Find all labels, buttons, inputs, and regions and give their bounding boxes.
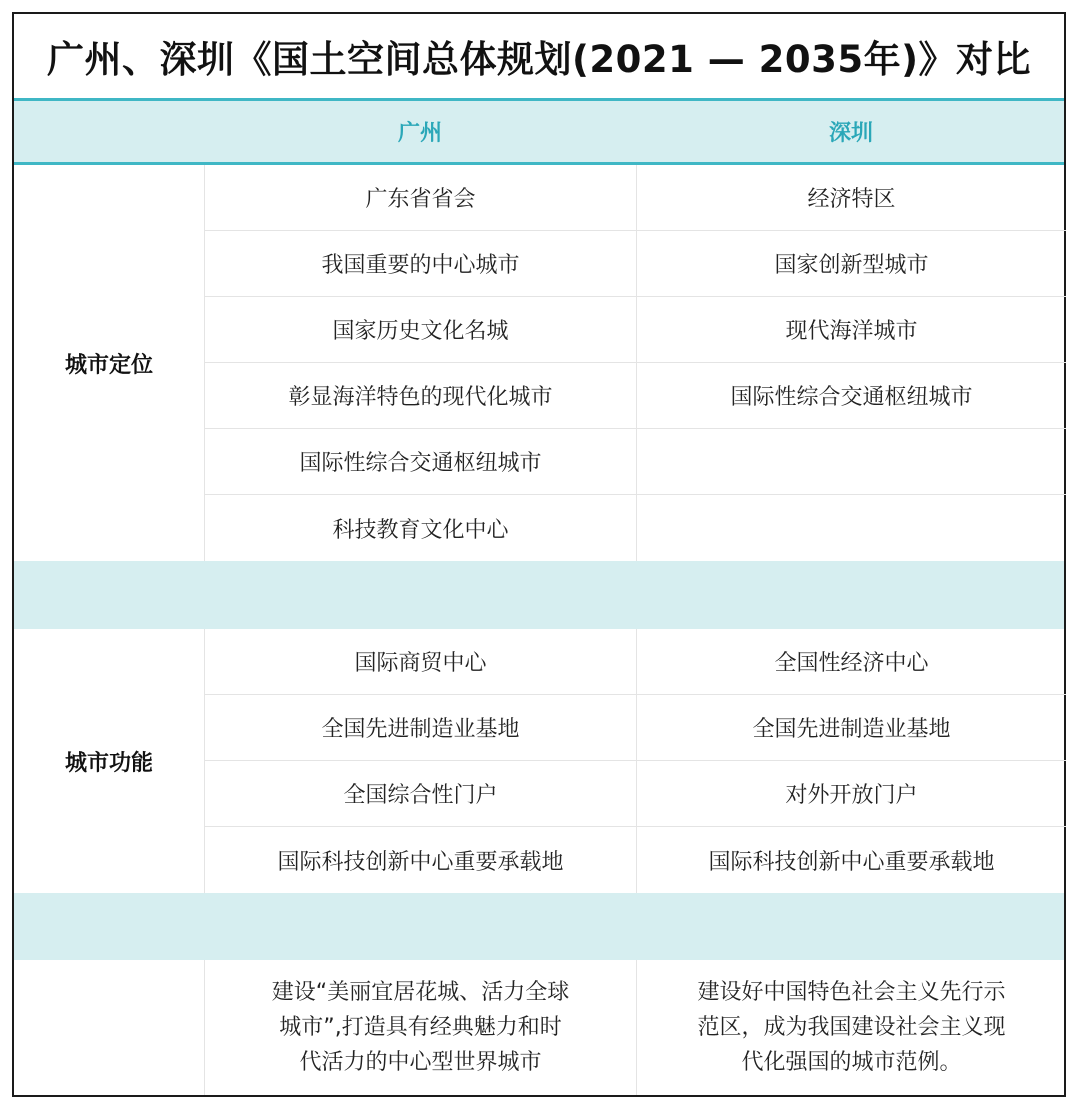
table-cell [636, 429, 1066, 495]
table-cell: 国家历史文化名城 [204, 297, 636, 363]
table-cell: 广东省省会 [204, 165, 636, 231]
goal-text-shenzhen [636, 960, 1066, 1095]
table-cell: 现代海洋城市 [636, 297, 1066, 363]
table-cell: 全国性经济中心 [636, 629, 1066, 695]
table-cell: 国家创新型城市 [636, 231, 1066, 297]
section-divider-band [14, 561, 1064, 629]
column-header-guangzhou: 广州 [397, 121, 442, 146]
table-cell: 我国重要的中心城市 [204, 231, 636, 297]
goal-line: 代活力的中心型世界城市 [299, 1050, 542, 1075]
table-cell: 国际性综合交通枢纽城市 [636, 363, 1066, 429]
goal-line: 城市”,打造具有经典魅力和时 [279, 1015, 562, 1040]
table-cell [636, 495, 1066, 561]
section-label-positioning: 城市定位 [64, 352, 153, 378]
goal-line: 范区，成为我国建设社会主义现 [697, 1015, 1006, 1040]
column-header-shenzhen: 深圳 [828, 121, 873, 146]
goal-line: 代化强国的城市范例。 [741, 1050, 962, 1075]
page-title: 广州、深圳《国土空间总体规划(2021 — 2035年)》对比 [46, 38, 1032, 81]
section-divider-band [14, 893, 1064, 960]
goal-line: 建设好中国特色社会主义先行示 [697, 980, 1006, 1005]
table-cell: 科技教育文化中心 [204, 495, 636, 561]
table-header [14, 98, 1064, 165]
table-cell: 对外开放门户 [636, 761, 1066, 827]
section-label-goal [14, 960, 204, 1095]
section-label-function: 城市功能 [64, 750, 153, 776]
table-cell: 全国先进制造业基地 [636, 695, 1066, 761]
table-cell: 经济特区 [636, 165, 1066, 231]
table-cell: 全国先进制造业基地 [204, 695, 636, 761]
table-cell: 彰显海洋特色的现代化城市 [204, 363, 636, 429]
table-cell: 全国综合性门户 [204, 761, 636, 827]
table-cell: 国际科技创新中心重要承载地 [636, 827, 1066, 893]
goal-line: 建设“美丽宜居花城、活力全球 [271, 980, 570, 1005]
comparison-table [12, 12, 1066, 1097]
table-cell: 国际科技创新中心重要承载地 [204, 827, 636, 893]
goal-text-guangzhou [204, 960, 636, 1095]
table-cell: 国际商贸中心 [204, 629, 636, 695]
table-cell: 国际性综合交通枢纽城市 [204, 429, 636, 495]
